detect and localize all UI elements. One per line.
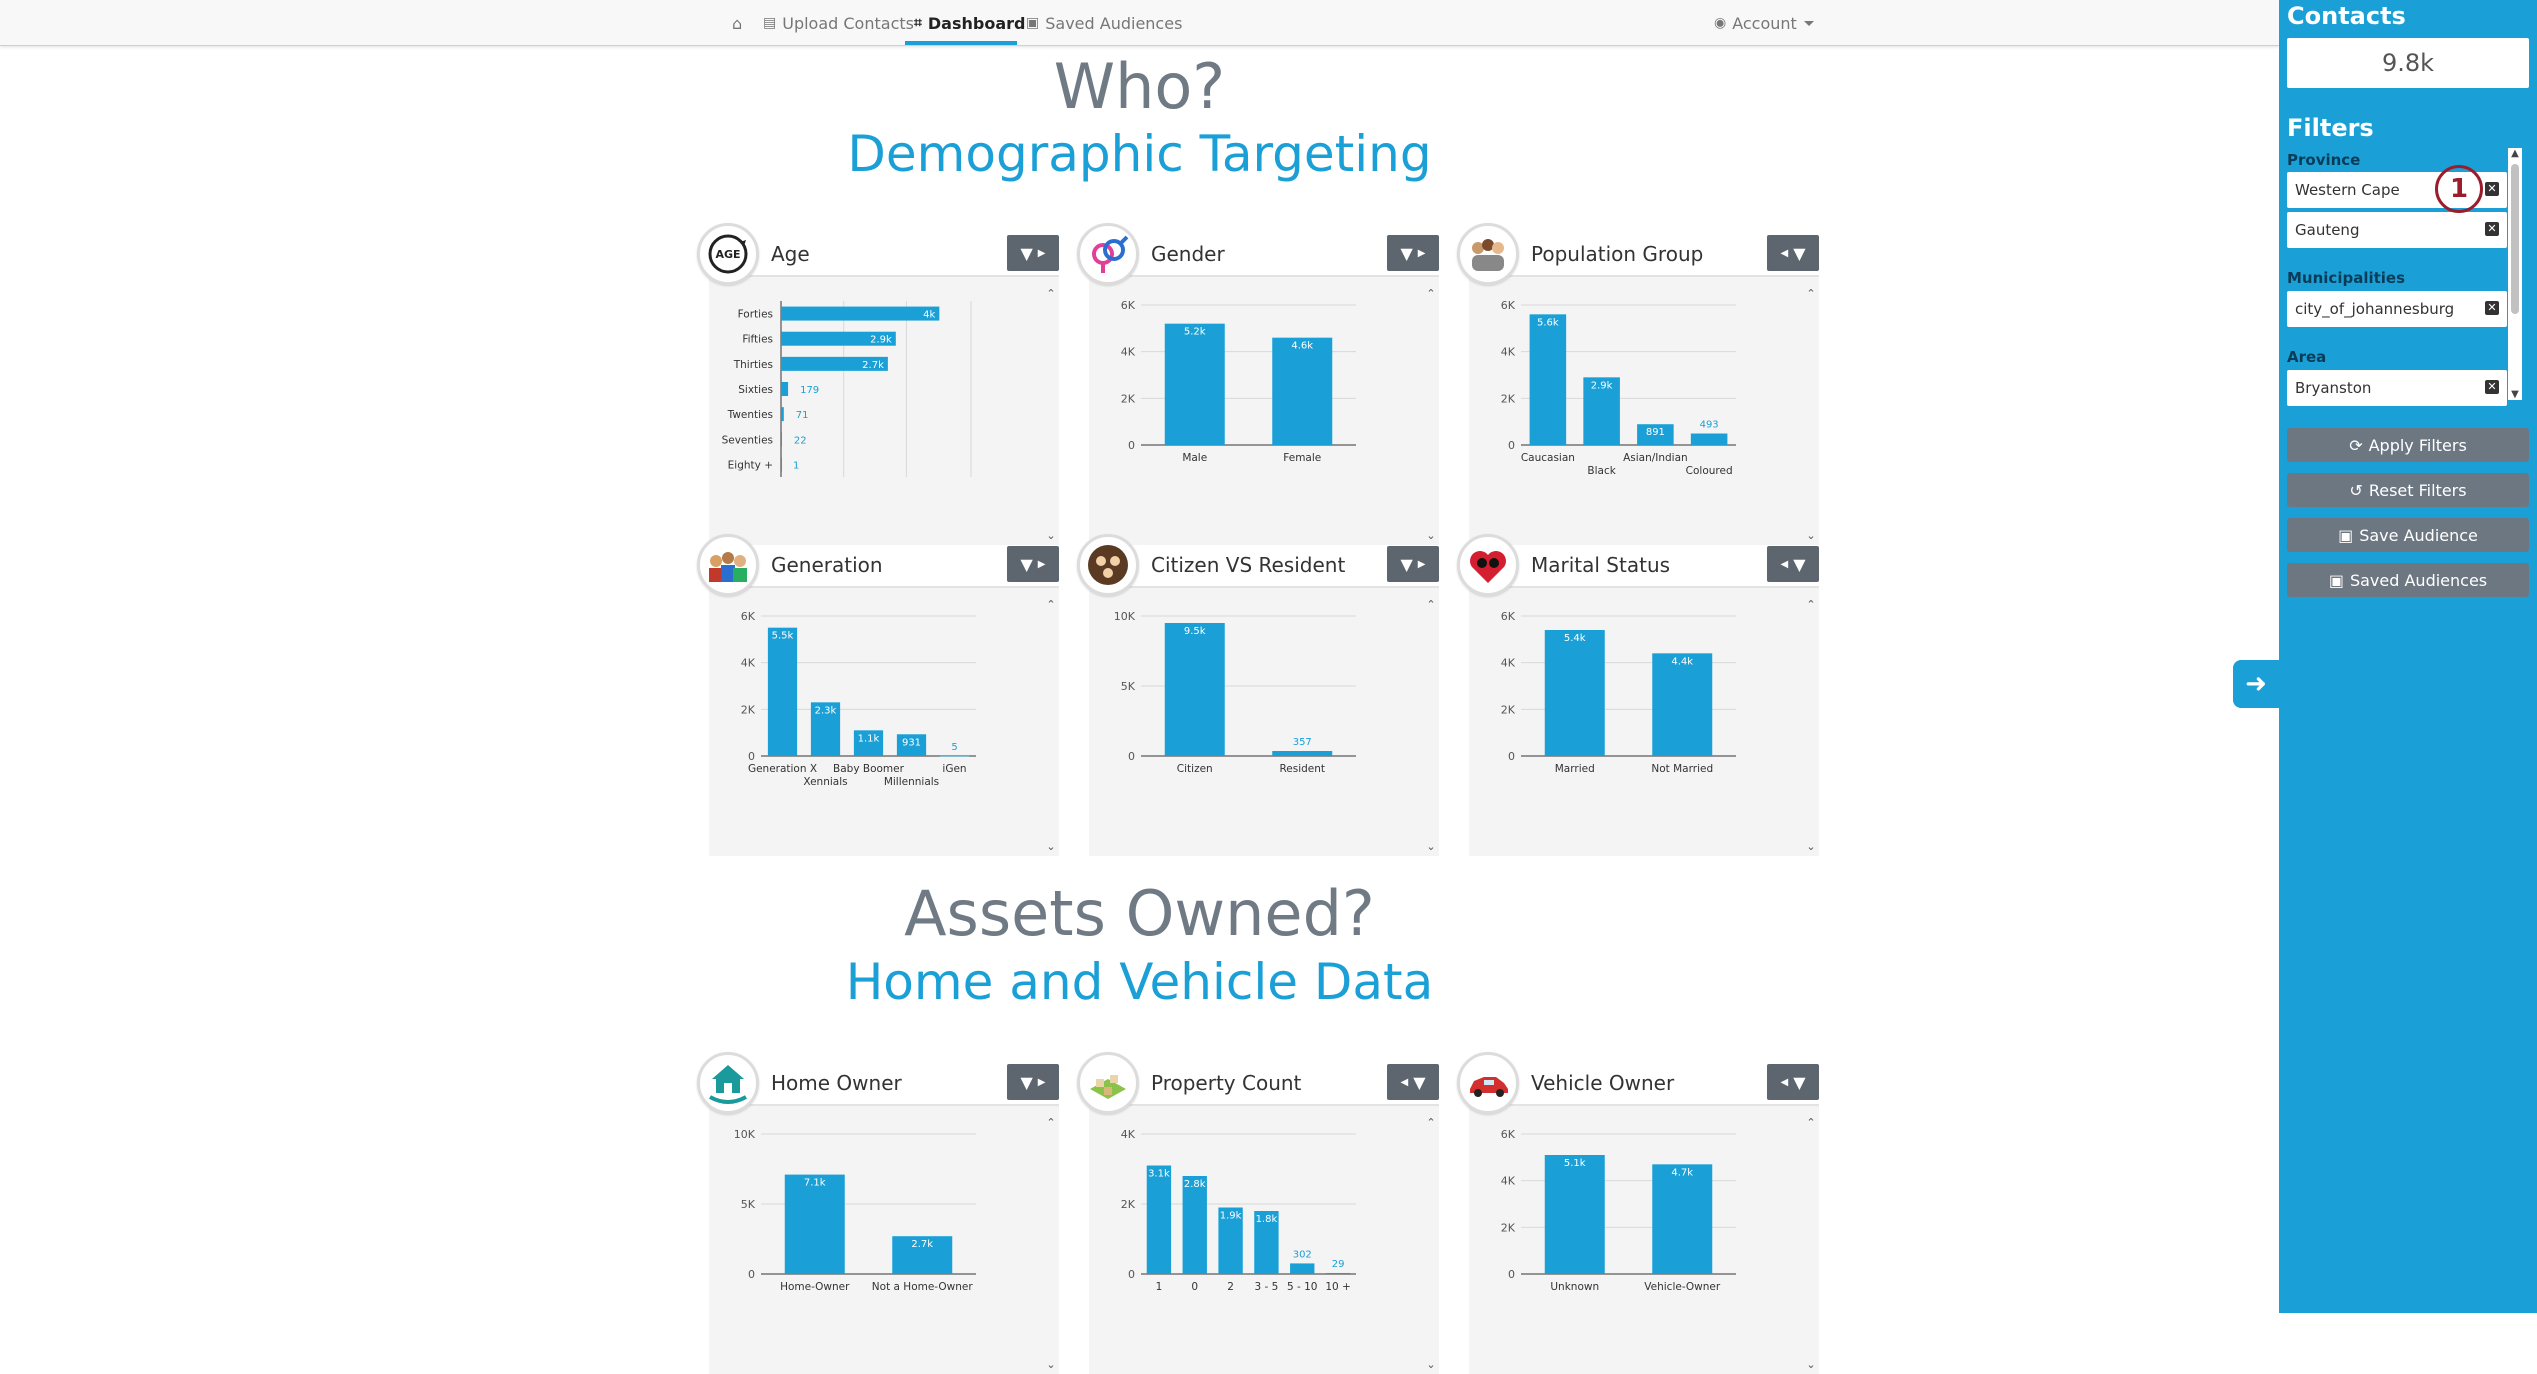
- nav-saved-label: Saved Audiences: [1045, 13, 1183, 33]
- filter-icon: ▼: [1793, 1072, 1806, 1092]
- card-population-group: [1469, 242, 1819, 545]
- area-label: Area: [2287, 348, 2327, 366]
- x-tick-label: Millennials: [883, 776, 940, 788]
- y-tick-label: 10K: [1113, 610, 1135, 623]
- filter-icon: ▼: [1793, 243, 1806, 263]
- x-tick-label: Caucasian: [1520, 452, 1575, 464]
- card-scrollbar[interactable]: [1806, 600, 1816, 852]
- data-label: 1.8k: [1255, 1214, 1278, 1225]
- card-header: [1469, 1064, 1819, 1106]
- data-label: 1: [793, 460, 800, 472]
- card-title: Gender: [1151, 242, 1225, 266]
- bar: [1691, 433, 1728, 445]
- remove-filter-icon[interactable]: ✕: [2485, 380, 2499, 394]
- y-tick-label: 5K: [1120, 680, 1135, 693]
- card-gender: [1089, 242, 1439, 545]
- caret-right-icon: ▶: [1037, 1076, 1046, 1088]
- data-label: 4.7k: [1671, 1167, 1694, 1179]
- card-scrollbar[interactable]: [1806, 289, 1816, 541]
- bar: [940, 756, 969, 757]
- x-tick-label: Generation X: [747, 763, 818, 775]
- filter-button[interactable]: [1007, 235, 1059, 271]
- x-tick-label: Black: [1587, 465, 1616, 477]
- y-tick-label: 4K: [1500, 656, 1515, 670]
- y-tick-label: 5K: [740, 1198, 755, 1211]
- filter-button[interactable]: [1387, 1064, 1439, 1100]
- y-tick-label: 2K: [1500, 703, 1515, 717]
- caret-left-icon: ◀: [1780, 558, 1789, 570]
- filter-button[interactable]: [1767, 546, 1819, 582]
- filters-sidebar: [2279, 0, 2537, 1313]
- gender-icon: [1077, 223, 1139, 285]
- bar: [781, 407, 784, 421]
- nav-dashboard-label: Dashboard: [927, 13, 1026, 33]
- card-age: [709, 242, 1059, 545]
- data-label: 71: [795, 410, 809, 422]
- card-header: [709, 235, 1059, 277]
- nav-saved-audiences[interactable]: [1026, 0, 1182, 46]
- card-home-owner: [709, 1071, 1059, 1374]
- scroll-up-icon[interactable]: ⌃: [1046, 1116, 1056, 1129]
- bar: [781, 307, 939, 321]
- apply-filters-button[interactable]: [2287, 428, 2529, 462]
- saved-label: Saved Audiences: [2349, 570, 2488, 590]
- y-tick-label: 4K: [740, 656, 755, 670]
- x-tick-label: Vehicle-Owner: [1644, 1281, 1721, 1293]
- card-scrollbar[interactable]: [1046, 289, 1056, 541]
- card-header: [1089, 235, 1439, 277]
- y-tick-label: Thirties: [733, 358, 773, 371]
- chart-property: [1101, 1124, 1411, 1364]
- municipalities-label: Municipalities: [2287, 269, 2406, 287]
- scroll-down-icon[interactable]: ⌄: [1806, 840, 1816, 853]
- scroll-up-icon[interactable]: ⌃: [1806, 598, 1816, 611]
- chip-label: Western Cape: [2295, 181, 2400, 199]
- undo-icon: ↺: [2349, 480, 2363, 500]
- chip-label: Bryanston: [2295, 379, 2372, 397]
- scroll-down-icon[interactable]: ⌄: [1426, 529, 1436, 542]
- scroll-down-icon[interactable]: ⌄: [1046, 1358, 1056, 1371]
- card-scrollbar[interactable]: [1426, 1118, 1436, 1370]
- scroll-down-icon[interactable]: ⌄: [1046, 840, 1056, 853]
- caret-right-icon: ▶: [1037, 247, 1046, 259]
- home-owner-icon: [697, 1052, 759, 1114]
- data-label: 3.1k: [1148, 1168, 1170, 1180]
- card-scrollbar[interactable]: [1046, 600, 1056, 852]
- y-tick-label: 10K: [733, 1128, 755, 1141]
- save-label: Save Audience: [2359, 525, 2478, 545]
- remove-filter-icon[interactable]: ✕: [2485, 222, 2499, 236]
- x-tick-label: 2: [1227, 1281, 1234, 1293]
- card-title: Property Count: [1151, 1071, 1302, 1095]
- data-label: 1.1k: [857, 733, 880, 745]
- caret-left-icon: ◀: [1780, 247, 1789, 259]
- card-title: Vehicle Owner: [1531, 1071, 1675, 1095]
- filters-heading: Filters: [2287, 114, 2374, 142]
- x-tick-label: Not Married: [1651, 763, 1714, 775]
- x-tick-label: 1: [1155, 1281, 1163, 1293]
- account-label: Account: [1732, 13, 1797, 33]
- bar: [1326, 1273, 1350, 1274]
- data-label: 2.8k: [1183, 1179, 1206, 1190]
- filter-button[interactable]: [1387, 546, 1439, 582]
- scroll-up-icon[interactable]: ⌃: [1806, 1116, 1816, 1129]
- active-tab-indicator: [905, 41, 1017, 45]
- y-tick-label: 6K: [1120, 299, 1135, 312]
- save-icon: ▣: [1026, 15, 1040, 31]
- save-audience-button[interactable]: [2287, 518, 2529, 552]
- data-label: 5.2k: [1183, 326, 1206, 338]
- card-header: [709, 1064, 1059, 1106]
- citizen-icon: [1077, 534, 1139, 596]
- filter-button[interactable]: [1387, 235, 1439, 271]
- caret-right-icon: ▶: [1417, 247, 1426, 259]
- data-label: 5.1k: [1563, 1158, 1586, 1169]
- scroll-up-icon[interactable]: ⌃: [1806, 287, 1816, 300]
- filter-button[interactable]: [1767, 1064, 1819, 1100]
- contacts-count: 9.8k: [2287, 38, 2529, 88]
- bar: [781, 432, 782, 446]
- x-tick-label: Baby Boomer: [833, 763, 904, 775]
- bar: [1545, 630, 1605, 756]
- chip-label: city_of_johannesburg: [2295, 300, 2455, 318]
- y-tick-label: 4K: [1500, 1174, 1515, 1188]
- properties-icon: [1077, 1052, 1139, 1114]
- scroll-up-icon[interactable]: ⌃: [1046, 287, 1056, 300]
- section-title-assets: Assets Owned?: [904, 877, 1375, 950]
- x-tick-label: iGen: [942, 763, 967, 775]
- y-tick-label: 0: [1128, 439, 1135, 452]
- chart-citizen: [1101, 606, 1411, 846]
- data-label: 1.9k: [1219, 1210, 1242, 1222]
- data-label: 2.7k: [911, 1239, 934, 1251]
- card-title: Generation: [771, 553, 883, 577]
- remove-filter-icon[interactable]: ✕: [2485, 301, 2499, 315]
- card-generation: [709, 553, 1059, 856]
- bar: [1165, 324, 1225, 445]
- y-tick-label: Seventies: [721, 434, 773, 447]
- chart-home: [721, 1124, 1031, 1364]
- caret-left-icon: ◀: [1400, 1076, 1409, 1088]
- y-tick-label: 6K: [740, 610, 755, 623]
- card-scrollbar[interactable]: [1806, 1118, 1816, 1370]
- chip-label: Gauteng: [2295, 221, 2360, 239]
- card-title: Age: [771, 242, 810, 266]
- card-scrollbar[interactable]: [1046, 1118, 1056, 1370]
- x-tick-label: 5 - 10: [1286, 1281, 1318, 1293]
- y-tick-label: 0: [1128, 1268, 1135, 1281]
- data-label: 22: [793, 435, 807, 447]
- nav-upload-label: Upload Contacts: [782, 13, 914, 33]
- apply-label: Apply Filters: [2368, 435, 2467, 455]
- svg-text:AGE: AGE: [715, 248, 741, 261]
- contacts-heading: Contacts: [2287, 2, 2406, 30]
- filter-icon: ▼: [1020, 554, 1033, 574]
- sidebar-toggle-button[interactable]: [2233, 660, 2279, 708]
- card-title: Population Group: [1531, 242, 1704, 266]
- card-scrollbar[interactable]: [1426, 289, 1436, 541]
- section-subtitle-home-vehicle: Home and Vehicle Data: [845, 953, 1434, 1011]
- age-icon: [697, 223, 759, 285]
- bar: [1530, 314, 1567, 445]
- scroll-up-icon[interactable]: ⌃: [1426, 598, 1436, 611]
- filter-icon: ▼: [1400, 243, 1413, 263]
- data-label: 493: [1699, 419, 1719, 431]
- scroll-down-icon[interactable]: ⌄: [1046, 529, 1056, 542]
- filter-chip-area: [2287, 370, 2507, 406]
- data-label: 2.3k: [814, 705, 837, 717]
- bar: [1290, 1263, 1314, 1274]
- card-title: Marital Status: [1531, 553, 1671, 577]
- file-upload-icon: ▤: [763, 15, 777, 31]
- bar: [1545, 1155, 1605, 1274]
- data-label: 2.9k: [870, 334, 892, 346]
- bar: [768, 628, 797, 756]
- y-tick-label: 4K: [1500, 345, 1515, 359]
- filter-icon: ▼: [1020, 243, 1033, 263]
- chart-gender: [1101, 295, 1411, 535]
- y-tick-label: 0: [748, 750, 755, 763]
- card-header: [709, 546, 1059, 588]
- caret-down-icon: [1804, 21, 1814, 26]
- card-title: Citizen VS Resident: [1151, 553, 1346, 577]
- data-label: 9.5k: [1183, 626, 1206, 637]
- data-label: 931: [901, 737, 922, 749]
- bar: [1147, 1166, 1171, 1275]
- x-tick-label: Resident: [1279, 763, 1326, 775]
- couple-heart-icon: [1457, 534, 1519, 596]
- card-marital-status: [1469, 553, 1819, 856]
- caret-right-icon: ▶: [1037, 558, 1046, 570]
- y-tick-label: 2K: [1500, 1221, 1515, 1235]
- scroll-up-icon[interactable]: ⌃: [1046, 598, 1056, 611]
- chart-population: [1481, 295, 1791, 535]
- step-marker: 1: [2435, 165, 2483, 213]
- scroll-down-icon[interactable]: ⌄: [1806, 1358, 1816, 1371]
- account-dropdown[interactable]: [1714, 0, 1814, 46]
- card-header: [1089, 1064, 1439, 1106]
- scroll-down-icon[interactable]: ▼: [2511, 389, 2519, 400]
- x-tick-label: 0: [1191, 1281, 1199, 1293]
- chart-marital: [1481, 606, 1791, 846]
- chart-generation: [721, 606, 1031, 846]
- scroll-down-icon[interactable]: ⌄: [1806, 529, 1816, 542]
- data-label: 5.5k: [771, 630, 794, 642]
- card-header: [1089, 546, 1439, 588]
- bar: [1272, 338, 1332, 445]
- caret-left-icon: ◀: [1780, 1076, 1789, 1088]
- data-label: 2.7k: [862, 359, 884, 371]
- y-tick-label: 2K: [1500, 392, 1515, 406]
- arrow-right-icon: ➜: [2245, 669, 2267, 699]
- scroll-down-icon[interactable]: ⌄: [1426, 840, 1436, 853]
- x-tick-label: Home-Owner: [780, 1281, 850, 1293]
- nav-dashboard[interactable]: [914, 0, 1025, 46]
- generation-icon: [697, 534, 759, 596]
- bar: [1165, 623, 1225, 756]
- x-tick-label: 3 - 5: [1254, 1281, 1279, 1293]
- x-tick-label: Xennials: [803, 776, 848, 788]
- reset-filters-button[interactable]: [2287, 473, 2529, 507]
- y-tick-label: 2K: [740, 703, 755, 717]
- x-tick-label: Married: [1554, 763, 1595, 775]
- y-tick-label: 0: [1508, 750, 1515, 763]
- reset-label: Reset Filters: [2368, 480, 2467, 500]
- user-circle-icon: ◉: [1714, 15, 1727, 31]
- y-tick-label: 6K: [1500, 299, 1515, 312]
- saved-audiences-button[interactable]: [2287, 563, 2529, 597]
- y-tick-label: 2K: [1120, 1198, 1135, 1211]
- line-chart-icon: ⌗: [914, 15, 922, 31]
- chart-age: [721, 295, 1031, 535]
- section-title-who: Who?: [1053, 50, 1226, 123]
- x-tick-label: Unknown: [1550, 1281, 1600, 1293]
- y-tick-label: Eighty +: [727, 459, 773, 472]
- data-label: 5.4k: [1563, 633, 1586, 644]
- data-label: 7.1k: [803, 1177, 826, 1189]
- data-label: 357: [1292, 737, 1312, 749]
- y-tick-label: 0: [748, 1268, 755, 1281]
- card-header: [1469, 235, 1819, 277]
- x-tick-label: Coloured: [1685, 465, 1733, 477]
- x-tick-label: Not a Home-Owner: [871, 1281, 973, 1293]
- remove-filter-icon[interactable]: ✕: [2485, 182, 2499, 196]
- data-label: 2.9k: [1590, 380, 1613, 392]
- y-tick-label: Sixties: [738, 384, 773, 396]
- x-tick-label: Female: [1283, 452, 1322, 464]
- data-label: 29: [1331, 1258, 1345, 1270]
- y-tick-label: 0: [1128, 750, 1135, 763]
- filter-icon: ▼: [1413, 1072, 1426, 1092]
- card-header: [1469, 546, 1819, 588]
- x-tick-label: Male: [1182, 452, 1208, 464]
- top-navbar: [0, 0, 2279, 46]
- card-vehicle-owner: [1469, 1071, 1819, 1374]
- bar: [781, 382, 788, 396]
- bar: [781, 457, 782, 471]
- y-tick-label: Twenties: [727, 409, 773, 422]
- x-tick-label: Asian/Indian: [1623, 452, 1688, 464]
- data-label: 302: [1292, 1249, 1312, 1261]
- y-tick-label: Fifties: [742, 333, 773, 346]
- card-title: Home Owner: [771, 1071, 902, 1095]
- data-label: 5.6k: [1537, 317, 1559, 329]
- car-icon: [1457, 1052, 1519, 1114]
- filter-chip-municipality: [2287, 291, 2507, 327]
- data-label: 4k: [923, 309, 936, 321]
- scroll-up-icon[interactable]: ⌃: [1426, 287, 1436, 300]
- scroll-down-icon[interactable]: ⌄: [1426, 1358, 1436, 1371]
- x-tick-label: 10 +: [1325, 1281, 1351, 1293]
- filter-button[interactable]: [1007, 546, 1059, 582]
- data-label: 5: [951, 741, 958, 753]
- bar: [1652, 653, 1712, 756]
- y-tick-label: 0: [1508, 439, 1515, 452]
- people-group-icon: [1457, 223, 1519, 285]
- y-tick-label: 2K: [1120, 392, 1135, 406]
- save-icon: ▣: [2328, 570, 2344, 590]
- y-tick-label: 6K: [1500, 1128, 1515, 1141]
- bar: [1652, 1164, 1712, 1274]
- x-tick-label: Citizen: [1176, 763, 1213, 775]
- scroll-up-icon[interactable]: ▲: [2511, 148, 2519, 159]
- data-label: 891: [1645, 427, 1665, 439]
- data-label: 4.4k: [1671, 656, 1694, 668]
- filters-scrollbar[interactable]: [2508, 148, 2522, 400]
- y-tick-label: 0: [1508, 1268, 1515, 1281]
- y-tick-label: Forties: [737, 308, 773, 321]
- y-tick-label: 6K: [1500, 610, 1515, 623]
- filter-icon: ▼: [1400, 554, 1413, 574]
- save-icon: ▣: [2338, 525, 2354, 545]
- caret-right-icon: ▶: [1417, 558, 1426, 570]
- chart-vehicle: [1481, 1124, 1791, 1364]
- bar: [1183, 1176, 1207, 1274]
- data-label: 4.6k: [1291, 340, 1314, 352]
- card-citizen-resident: [1089, 553, 1439, 856]
- bar: [785, 1175, 845, 1274]
- filter-button[interactable]: [1767, 235, 1819, 271]
- filter-chip-province: [2287, 212, 2507, 248]
- filter-icon: ▼: [1793, 554, 1806, 574]
- province-label: Province: [2287, 151, 2361, 169]
- y-tick-label: 4K: [1120, 345, 1135, 359]
- y-tick-label: 4K: [1120, 1128, 1135, 1141]
- filter-button[interactable]: [1007, 1064, 1059, 1100]
- nav-upload-contacts[interactable]: [763, 0, 914, 46]
- card-property-count: [1089, 1071, 1439, 1374]
- bar: [1272, 751, 1332, 756]
- home-icon[interactable]: ⌂: [732, 13, 743, 33]
- scroll-up-icon[interactable]: ⌃: [1426, 1116, 1436, 1129]
- filter-icon: ▼: [1020, 1072, 1033, 1092]
- scroll-thumb[interactable]: [2511, 164, 2519, 314]
- card-scrollbar[interactable]: [1426, 600, 1436, 852]
- section-subtitle-demographic: Demographic Targeting: [847, 125, 1432, 183]
- refresh-icon: ⟳: [2349, 435, 2363, 455]
- data-label: 179: [800, 385, 820, 396]
